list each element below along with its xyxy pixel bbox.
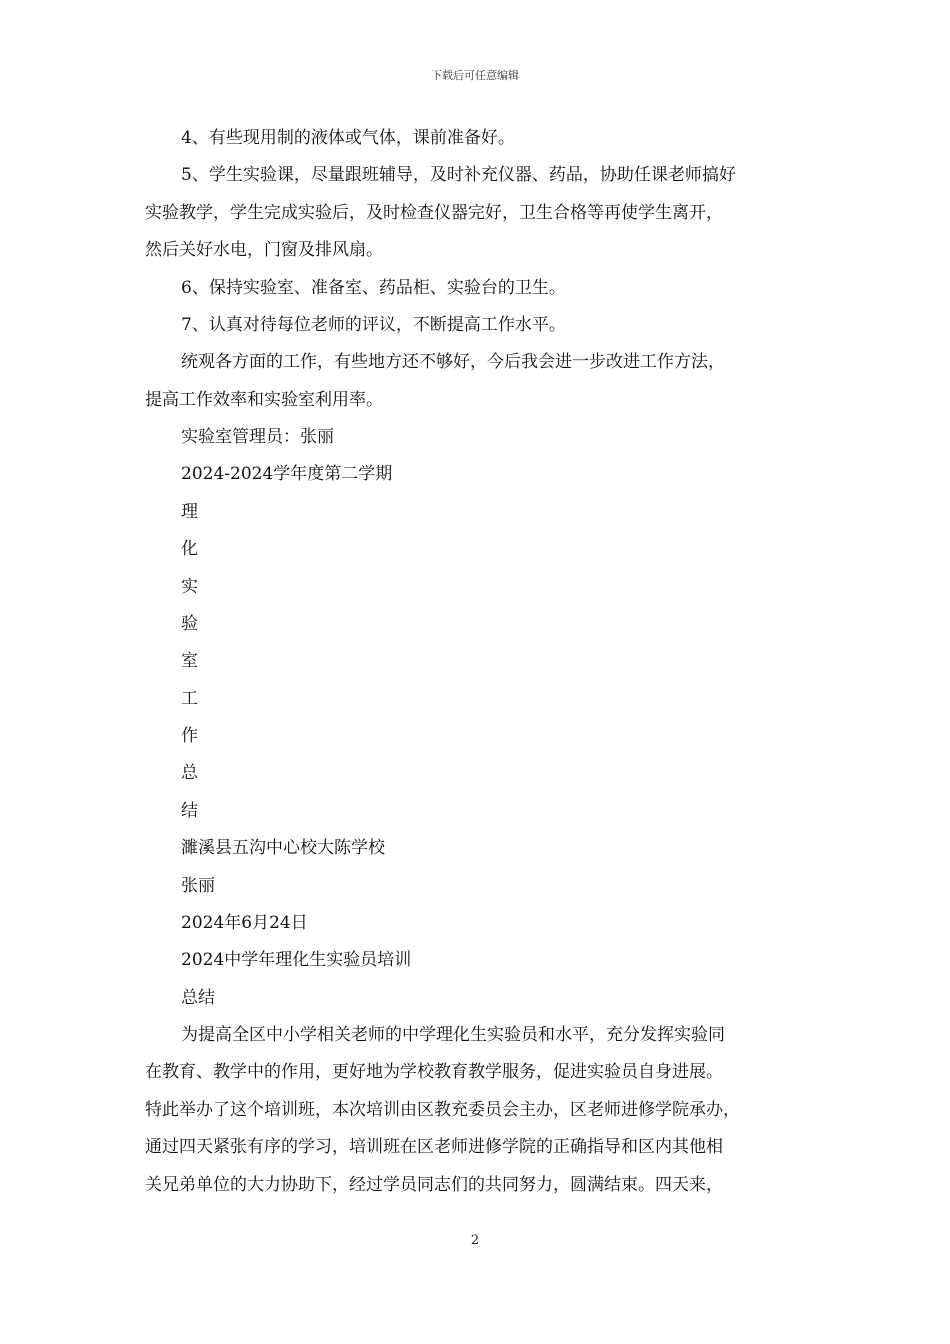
vertical-title-char: 总 <box>181 763 198 783</box>
text-line: 在教育、教学中的作用，更好地为学校教育教学服务，促进实验员自身进展。 <box>145 1062 723 1082</box>
text-line: 关兄弟单位的大力协助下，经过学员同志们的共同努力，圆满结束。四天来， <box>145 1175 723 1195</box>
text-line: 总结 <box>181 988 215 1008</box>
text-line: 然后关好水电，门窗及排风扇。 <box>145 240 383 260</box>
text-line: 5、学生实验课，尽量跟班辅导，及时补充仪器、药品，协助任课老师搞好 <box>181 165 736 185</box>
text-line: 濉溪县五沟中心校大陈学校 <box>181 838 385 858</box>
vertical-title-char: 实 <box>181 577 198 597</box>
vertical-title-char: 室 <box>181 651 198 671</box>
text-line: 6、保持实验室、准备室、药品柜、实验台的卫生。 <box>181 278 566 298</box>
text-line: 统观各方面的工作，有些地方还不够好，今后我会进一步改进工作方法， <box>181 352 725 372</box>
vertical-title-char: 验 <box>181 614 198 634</box>
text-line: 2024年6月24日 <box>181 913 308 933</box>
vertical-title-char: 结 <box>181 801 198 821</box>
vertical-title-char: 工 <box>181 689 198 709</box>
text-line: 张丽 <box>181 876 215 896</box>
page-header: 下载后可任意编辑 <box>431 69 519 82</box>
text-line: 特此举办了这个培训班，本次培训由区教充委员会主办，区老师进修学院承办， <box>145 1100 740 1120</box>
vertical-title-char: 理 <box>181 502 198 522</box>
text-line: 2024-2024学年度第二学期 <box>181 464 393 484</box>
text-line: 2024中学年理化生实验员培训 <box>181 950 412 970</box>
text-line: 7、认真对待每位老师的评议，不断提高工作水平。 <box>181 315 566 335</box>
text-line: 4、有些现用制的液体或气体，课前准备好。 <box>181 128 515 148</box>
page-number: 2 <box>470 1233 480 1248</box>
vertical-title-char: 作 <box>181 726 198 746</box>
text-line: 为提高全区中小学相关老师的中学理化生实验员和水平，充分发挥实验同 <box>181 1025 725 1045</box>
text-line: 实验室管理员：张丽 <box>181 427 334 447</box>
text-line: 实验教学，学生完成实验后，及时检查仪器完好，卫生合格等再使学生离开， <box>145 203 723 223</box>
text-line: 提高工作效率和实验室利用率。 <box>145 390 383 410</box>
vertical-title-char: 化 <box>181 539 198 559</box>
text-line: 通过四天紧张有序的学习，培训班在区老师进修学院的正确指导和区内其他相 <box>145 1137 723 1157</box>
